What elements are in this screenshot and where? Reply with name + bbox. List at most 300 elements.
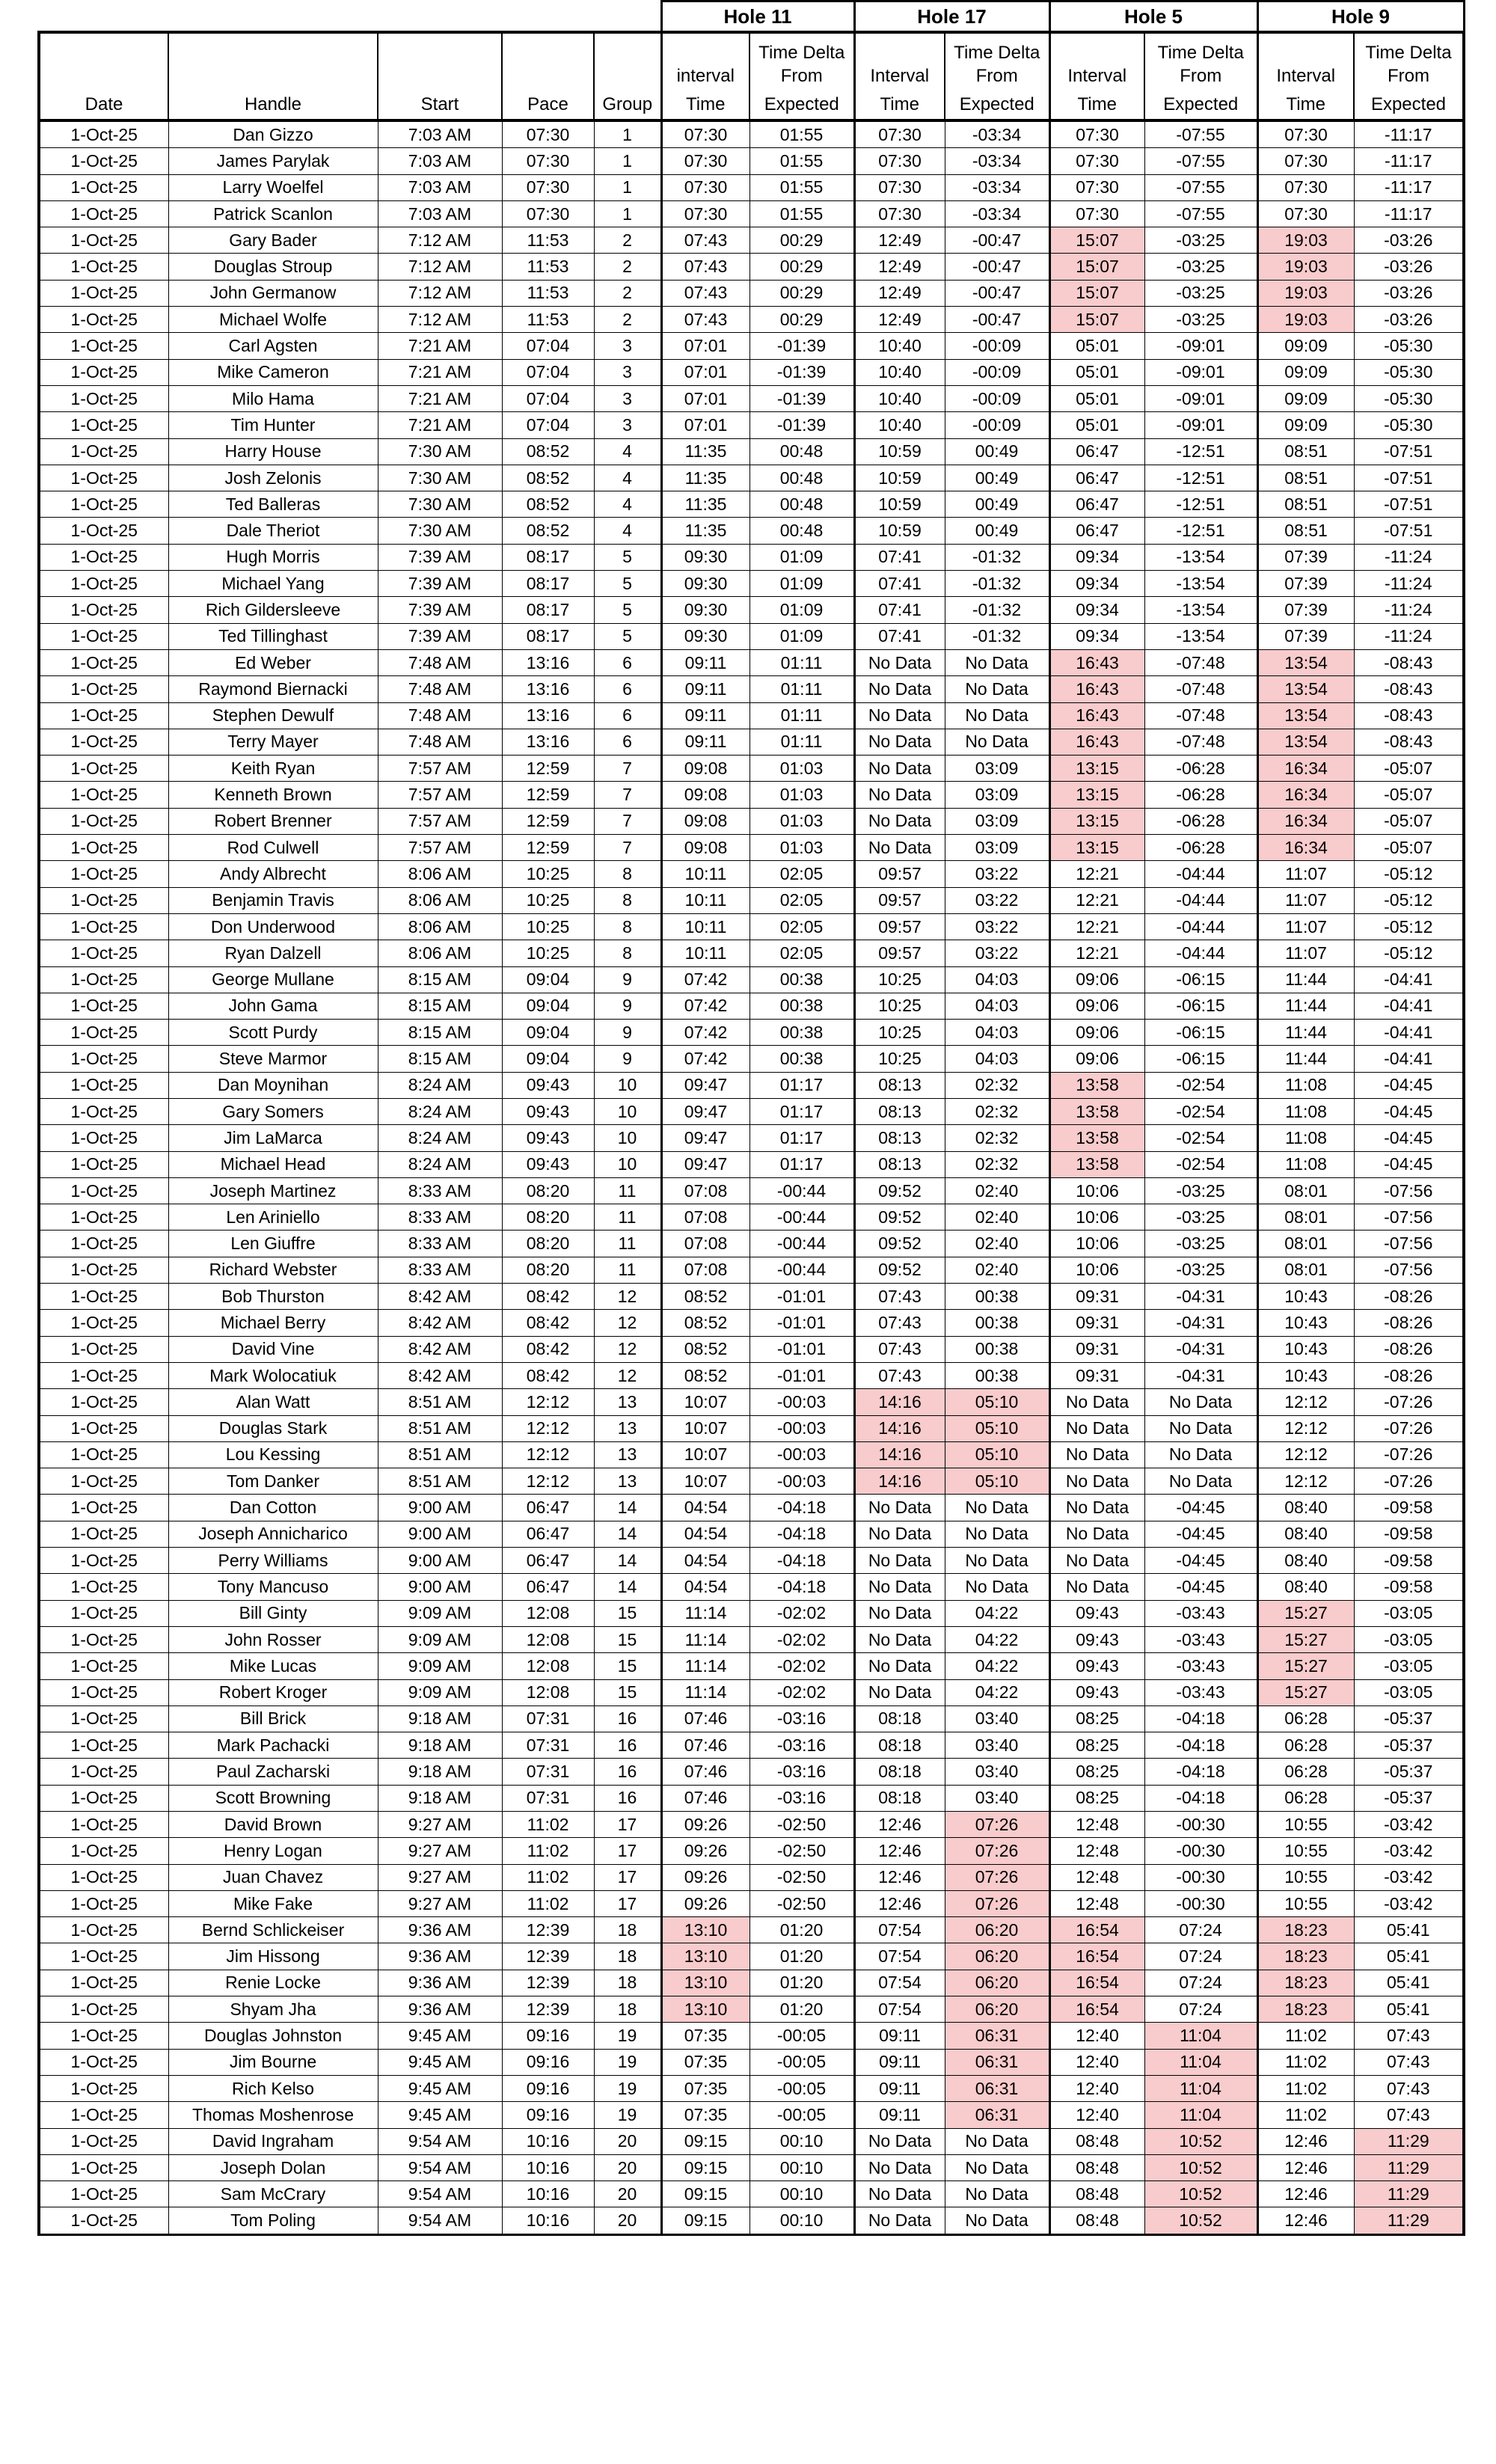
h5-delta-cell[interactable]: 07:24 bbox=[1144, 1943, 1257, 1970]
handle-cell[interactable]: Hugh Morris bbox=[168, 544, 378, 570]
h5-delta-cell[interactable]: 11:04 bbox=[1144, 2102, 1257, 2128]
h9-interval-cell[interactable]: 16:34 bbox=[1257, 782, 1354, 808]
h9-delta-cell[interactable]: -04:45 bbox=[1354, 1072, 1464, 1098]
h5-delta-cell[interactable]: No Data bbox=[1144, 1415, 1257, 1441]
h5-interval-cell[interactable]: No Data bbox=[1049, 1521, 1144, 1547]
group-cell[interactable]: 2 bbox=[594, 280, 661, 306]
h11-delta-cell[interactable]: 01:03 bbox=[749, 808, 854, 834]
h17-delta-cell[interactable]: 00:38 bbox=[945, 1336, 1049, 1362]
handle-cell[interactable]: Mark Wolocatiuk bbox=[168, 1362, 378, 1388]
h11-interval-cell[interactable]: 10:07 bbox=[661, 1415, 749, 1441]
group-cell[interactable]: 11 bbox=[594, 1177, 661, 1204]
h9-interval-cell[interactable]: 19:03 bbox=[1257, 227, 1354, 254]
h9-interval-cell[interactable]: 19:03 bbox=[1257, 280, 1354, 306]
handle-cell[interactable]: Joseph Martinez bbox=[168, 1177, 378, 1204]
h17-interval-cell[interactable]: No Data bbox=[854, 2154, 945, 2180]
h5-interval-cell[interactable]: 09:43 bbox=[1049, 1679, 1144, 1706]
h11-delta-cell[interactable]: -00:44 bbox=[749, 1177, 854, 1204]
h9-delta-cell[interactable]: -11:24 bbox=[1354, 544, 1464, 570]
h5-delta-cell[interactable]: -04:44 bbox=[1144, 887, 1257, 913]
h11-interval-cell[interactable]: 07:30 bbox=[661, 120, 749, 148]
h17-interval-cell[interactable]: 14:16 bbox=[854, 1468, 945, 1495]
h17-interval-cell[interactable]: 07:43 bbox=[854, 1336, 945, 1362]
group-cell[interactable]: 5 bbox=[594, 623, 661, 649]
h11-delta-cell[interactable]: -00:03 bbox=[749, 1415, 854, 1441]
h11-delta-cell[interactable]: 00:48 bbox=[749, 491, 854, 518]
pace-cell[interactable]: 07:31 bbox=[502, 1759, 594, 1785]
h9-interval-cell[interactable]: 09:09 bbox=[1257, 333, 1354, 359]
h5-interval-cell[interactable]: 09:43 bbox=[1049, 1626, 1144, 1652]
h17-interval-cell[interactable]: No Data bbox=[854, 1679, 945, 1706]
h9-delta-cell[interactable]: 05:41 bbox=[1354, 1970, 1464, 1996]
pace-cell[interactable]: 08:17 bbox=[502, 571, 594, 597]
h5-interval-cell[interactable]: 12:40 bbox=[1049, 2102, 1144, 2128]
group-cell[interactable]: 12 bbox=[594, 1336, 661, 1362]
h11-interval-cell[interactable]: 07:08 bbox=[661, 1257, 749, 1283]
h9-delta-cell[interactable]: -04:45 bbox=[1354, 1151, 1464, 1177]
start-cell[interactable]: 7:21 AM bbox=[378, 385, 502, 411]
h9-delta-cell[interactable]: -07:56 bbox=[1354, 1177, 1464, 1204]
handle-cell[interactable]: Patrick Scanlon bbox=[168, 200, 378, 227]
h5-interval-cell[interactable]: 12:48 bbox=[1049, 1812, 1144, 1838]
h11-interval-cell[interactable]: 11:14 bbox=[661, 1626, 749, 1652]
start-cell[interactable]: 7:21 AM bbox=[378, 333, 502, 359]
h9-delta-cell[interactable]: -05:37 bbox=[1354, 1732, 1464, 1759]
h9-interval-cell[interactable]: 12:46 bbox=[1257, 2207, 1354, 2234]
h17-interval-cell[interactable]: 12:46 bbox=[854, 1890, 945, 1916]
h17-interval-cell[interactable]: No Data bbox=[854, 2181, 945, 2207]
handle-cell[interactable]: Ryan Dalzell bbox=[168, 940, 378, 966]
h11-interval-cell[interactable]: 07:30 bbox=[661, 174, 749, 200]
h5-delta-cell[interactable]: 10:52 bbox=[1144, 2128, 1257, 2154]
date-cell[interactable]: 1-Oct-25 bbox=[39, 1574, 168, 1600]
h11-interval-cell[interactable]: 11:14 bbox=[661, 1653, 749, 1679]
date-cell[interactable]: 1-Oct-25 bbox=[39, 1838, 168, 1864]
date-cell[interactable]: 1-Oct-25 bbox=[39, 1336, 168, 1362]
h9-interval-cell[interactable]: 07:39 bbox=[1257, 571, 1354, 597]
date-cell[interactable]: 1-Oct-25 bbox=[39, 2154, 168, 2180]
handle-cell[interactable]: Tony Mancuso bbox=[168, 1574, 378, 1600]
h5-interval-cell[interactable]: 07:30 bbox=[1049, 200, 1144, 227]
h11-interval-cell[interactable]: 07:42 bbox=[661, 1046, 749, 1072]
h5-delta-cell[interactable]: -06:15 bbox=[1144, 1020, 1257, 1046]
pace-cell[interactable]: 09:16 bbox=[502, 2075, 594, 2101]
h17-interval-cell[interactable]: 09:52 bbox=[854, 1257, 945, 1283]
h9-delta-cell[interactable]: -05:07 bbox=[1354, 756, 1464, 782]
group-cell[interactable]: 13 bbox=[594, 1468, 661, 1495]
h5-delta-cell[interactable]: -06:15 bbox=[1144, 993, 1257, 1019]
h17-delta-cell[interactable]: No Data bbox=[945, 2207, 1049, 2234]
h5-delta-cell[interactable]: -04:31 bbox=[1144, 1362, 1257, 1388]
group-cell[interactable]: 6 bbox=[594, 729, 661, 755]
h9-interval-cell[interactable]: 16:34 bbox=[1257, 756, 1354, 782]
start-cell[interactable]: 7:03 AM bbox=[378, 174, 502, 200]
h11-interval-cell[interactable]: 09:30 bbox=[661, 597, 749, 623]
handle-cell[interactable]: Dan Moynihan bbox=[168, 1072, 378, 1098]
h5-delta-cell[interactable]: 10:52 bbox=[1144, 2181, 1257, 2207]
h11-interval-cell[interactable]: 09:11 bbox=[661, 702, 749, 729]
h11-delta-cell[interactable]: 00:29 bbox=[749, 307, 854, 333]
h17-interval-cell[interactable]: No Data bbox=[854, 808, 945, 834]
group-cell[interactable]: 9 bbox=[594, 993, 661, 1019]
h5-delta-cell[interactable]: -00:30 bbox=[1144, 1812, 1257, 1838]
start-cell[interactable]: 8:33 AM bbox=[378, 1231, 502, 1257]
h17-interval-cell[interactable]: 09:52 bbox=[854, 1231, 945, 1257]
handle-cell[interactable]: Alan Watt bbox=[168, 1389, 378, 1415]
h17-interval-cell[interactable]: 08:13 bbox=[854, 1125, 945, 1151]
h5-interval-cell[interactable]: 15:07 bbox=[1049, 227, 1144, 254]
h5-interval-cell[interactable]: 13:58 bbox=[1049, 1151, 1144, 1177]
h11-interval-cell[interactable]: 10:11 bbox=[661, 940, 749, 966]
h9-interval-cell[interactable]: 11:02 bbox=[1257, 2102, 1354, 2128]
h11-delta-cell[interactable]: 01:17 bbox=[749, 1098, 854, 1124]
handle-cell[interactable]: Stephen Dewulf bbox=[168, 702, 378, 729]
h5-interval-cell[interactable]: 13:15 bbox=[1049, 808, 1144, 834]
pace-cell[interactable]: 11:53 bbox=[502, 254, 594, 280]
h9-interval-cell[interactable]: 13:54 bbox=[1257, 649, 1354, 675]
h17-interval-cell[interactable]: 09:57 bbox=[854, 940, 945, 966]
h11-delta-cell[interactable]: -00:05 bbox=[749, 2075, 854, 2101]
h17-delta-cell[interactable]: No Data bbox=[945, 729, 1049, 755]
h5-delta-cell[interactable]: -09:01 bbox=[1144, 359, 1257, 385]
h9-interval-cell[interactable]: 08:40 bbox=[1257, 1495, 1354, 1521]
pace-cell[interactable]: 12:59 bbox=[502, 782, 594, 808]
h9-interval-cell[interactable]: 11:08 bbox=[1257, 1125, 1354, 1151]
h9-delta-cell[interactable]: 07:43 bbox=[1354, 2102, 1464, 2128]
h17-delta-cell[interactable]: -00:09 bbox=[945, 359, 1049, 385]
h5-delta-cell[interactable]: -00:30 bbox=[1144, 1890, 1257, 1916]
h11-delta-cell[interactable]: -02:50 bbox=[749, 1890, 854, 1916]
h17-interval-cell[interactable]: 07:41 bbox=[854, 571, 945, 597]
pace-cell[interactable]: 06:47 bbox=[502, 1521, 594, 1547]
h17-interval-cell[interactable]: 12:49 bbox=[854, 254, 945, 280]
pace-cell[interactable]: 08:17 bbox=[502, 597, 594, 623]
pace-cell[interactable]: 09:04 bbox=[502, 993, 594, 1019]
date-cell[interactable]: 1-Oct-25 bbox=[39, 1600, 168, 1626]
h9-interval-cell[interactable]: 10:43 bbox=[1257, 1284, 1354, 1310]
h5-interval-cell[interactable]: 12:48 bbox=[1049, 1890, 1144, 1916]
h9-delta-cell[interactable]: -11:17 bbox=[1354, 148, 1464, 174]
h9-delta-cell[interactable]: -05:30 bbox=[1354, 385, 1464, 411]
date-cell[interactable]: 1-Oct-25 bbox=[39, 861, 168, 887]
start-cell[interactable]: 9:36 AM bbox=[378, 1970, 502, 1996]
h17-delta-cell[interactable]: 06:31 bbox=[945, 2049, 1049, 2075]
handle-cell[interactable]: Ed Weber bbox=[168, 649, 378, 675]
h5-delta-cell[interactable]: 11:04 bbox=[1144, 2075, 1257, 2101]
date-cell[interactable]: 1-Oct-25 bbox=[39, 1072, 168, 1098]
date-cell[interactable]: 1-Oct-25 bbox=[39, 887, 168, 913]
h17-interval-cell[interactable]: 09:11 bbox=[854, 2075, 945, 2101]
h11-delta-cell[interactable]: -04:18 bbox=[749, 1521, 854, 1547]
pace-cell[interactable]: 12:08 bbox=[502, 1600, 594, 1626]
pace-cell[interactable]: 12:12 bbox=[502, 1415, 594, 1441]
group-cell[interactable]: 20 bbox=[594, 2154, 661, 2180]
h5-interval-cell[interactable]: 10:06 bbox=[1049, 1204, 1144, 1231]
h9-interval-cell[interactable]: 18:23 bbox=[1257, 1943, 1354, 1970]
pace-cell[interactable]: 09:16 bbox=[502, 2049, 594, 2075]
pace-cell[interactable]: 08:20 bbox=[502, 1204, 594, 1231]
start-cell[interactable]: 8:24 AM bbox=[378, 1098, 502, 1124]
pace-cell[interactable]: 08:20 bbox=[502, 1177, 594, 1204]
h17-delta-cell[interactable]: 07:26 bbox=[945, 1890, 1049, 1916]
pace-cell[interactable]: 08:42 bbox=[502, 1310, 594, 1336]
start-cell[interactable]: 7:48 AM bbox=[378, 702, 502, 729]
start-cell[interactable]: 8:15 AM bbox=[378, 1046, 502, 1072]
pace-cell[interactable]: 08:52 bbox=[502, 518, 594, 544]
h17-interval-cell[interactable]: No Data bbox=[854, 835, 945, 861]
date-cell[interactable]: 1-Oct-25 bbox=[39, 835, 168, 861]
h17-delta-cell[interactable]: No Data bbox=[945, 1574, 1049, 1600]
h17-delta-cell[interactable]: 03:40 bbox=[945, 1706, 1049, 1732]
h11-delta-cell[interactable]: -03:16 bbox=[749, 1732, 854, 1759]
h9-interval-cell[interactable]: 12:12 bbox=[1257, 1441, 1354, 1468]
h5-interval-cell[interactable]: 09:06 bbox=[1049, 966, 1144, 993]
h11-delta-cell[interactable]: -04:18 bbox=[749, 1495, 854, 1521]
h17-interval-cell[interactable]: 12:46 bbox=[854, 1838, 945, 1864]
date-cell[interactable]: 1-Oct-25 bbox=[39, 729, 168, 755]
handle-cell[interactable]: Josh Zelonis bbox=[168, 465, 378, 491]
pace-cell[interactable]: 09:43 bbox=[502, 1151, 594, 1177]
h9-delta-cell[interactable]: -03:42 bbox=[1354, 1812, 1464, 1838]
group-cell[interactable]: 9 bbox=[594, 966, 661, 993]
h5-interval-cell[interactable]: 08:48 bbox=[1049, 2154, 1144, 2180]
h17-interval-cell[interactable]: No Data bbox=[854, 1626, 945, 1652]
group-cell[interactable]: 1 bbox=[594, 200, 661, 227]
pace-cell[interactable]: 12:08 bbox=[502, 1653, 594, 1679]
handle-cell[interactable]: Rich Kelso bbox=[168, 2075, 378, 2101]
h9-interval-cell[interactable]: 07:30 bbox=[1257, 148, 1354, 174]
date-cell[interactable]: 1-Oct-25 bbox=[39, 2128, 168, 2154]
group-cell[interactable]: 7 bbox=[594, 808, 661, 834]
date-cell[interactable]: 1-Oct-25 bbox=[39, 702, 168, 729]
h11-interval-cell[interactable]: 10:07 bbox=[661, 1389, 749, 1415]
h9-delta-cell[interactable]: -05:07 bbox=[1354, 782, 1464, 808]
h17-delta-cell[interactable]: 03:09 bbox=[945, 835, 1049, 861]
h11-interval-cell[interactable]: 08:52 bbox=[661, 1336, 749, 1362]
h5-interval-cell[interactable]: 13:15 bbox=[1049, 835, 1144, 861]
h17-delta-cell[interactable]: 05:10 bbox=[945, 1441, 1049, 1468]
h11-delta-cell[interactable]: -02:02 bbox=[749, 1600, 854, 1626]
start-cell[interactable]: 8:42 AM bbox=[378, 1284, 502, 1310]
group-cell[interactable]: 7 bbox=[594, 782, 661, 808]
start-cell[interactable]: 8:15 AM bbox=[378, 1020, 502, 1046]
h17-delta-cell[interactable]: 02:40 bbox=[945, 1204, 1049, 1231]
h11-interval-cell[interactable]: 10:11 bbox=[661, 887, 749, 913]
h17-interval-cell[interactable]: No Data bbox=[854, 649, 945, 675]
h9-interval-cell[interactable]: 07:30 bbox=[1257, 120, 1354, 148]
pace-cell[interactable]: 12:39 bbox=[502, 1943, 594, 1970]
h9-delta-cell[interactable]: -08:43 bbox=[1354, 676, 1464, 702]
h11-interval-cell[interactable]: 10:11 bbox=[661, 913, 749, 940]
h11-delta-cell[interactable]: 00:48 bbox=[749, 518, 854, 544]
h5-delta-cell[interactable]: -03:25 bbox=[1144, 254, 1257, 280]
group-cell[interactable]: 6 bbox=[594, 676, 661, 702]
h5-delta-cell[interactable]: -07:55 bbox=[1144, 174, 1257, 200]
handle-cell[interactable]: Douglas Johnston bbox=[168, 2023, 378, 2049]
handle-cell[interactable]: Henry Logan bbox=[168, 1838, 378, 1864]
start-cell[interactable]: 9:18 AM bbox=[378, 1732, 502, 1759]
h11-delta-cell[interactable]: 01:03 bbox=[749, 756, 854, 782]
h17-interval-cell[interactable]: 07:41 bbox=[854, 623, 945, 649]
h5-interval-cell[interactable]: 10:06 bbox=[1049, 1257, 1144, 1283]
handle-cell[interactable]: Dale Theriot bbox=[168, 518, 378, 544]
group-cell[interactable]: 2 bbox=[594, 227, 661, 254]
h5-delta-cell[interactable]: -04:18 bbox=[1144, 1785, 1257, 1811]
h11-delta-cell[interactable]: -01:01 bbox=[749, 1362, 854, 1388]
pace-cell[interactable]: 07:04 bbox=[502, 412, 594, 438]
h17-delta-cell[interactable]: 03:22 bbox=[945, 913, 1049, 940]
start-cell[interactable]: 9:36 AM bbox=[378, 1996, 502, 2023]
h17-delta-cell[interactable]: 07:26 bbox=[945, 1838, 1049, 1864]
h9-interval-cell[interactable]: 15:27 bbox=[1257, 1626, 1354, 1652]
h9-delta-cell[interactable]: -03:26 bbox=[1354, 254, 1464, 280]
handle-cell[interactable]: Tom Danker bbox=[168, 1468, 378, 1495]
h11-interval-cell[interactable]: 04:54 bbox=[661, 1521, 749, 1547]
h17-delta-cell[interactable]: 07:26 bbox=[945, 1812, 1049, 1838]
handle-cell[interactable]: Thomas Moshenrose bbox=[168, 2102, 378, 2128]
h5-interval-cell[interactable]: No Data bbox=[1049, 1574, 1144, 1600]
group-cell[interactable]: 10 bbox=[594, 1125, 661, 1151]
h9-interval-cell[interactable]: 10:55 bbox=[1257, 1890, 1354, 1916]
h11-interval-cell[interactable]: 09:15 bbox=[661, 2207, 749, 2234]
pace-cell[interactable]: 12:59 bbox=[502, 808, 594, 834]
start-cell[interactable]: 9:54 AM bbox=[378, 2207, 502, 2234]
h11-interval-cell[interactable]: 07:46 bbox=[661, 1785, 749, 1811]
h17-delta-cell[interactable]: 03:40 bbox=[945, 1732, 1049, 1759]
pace-cell[interactable]: 07:30 bbox=[502, 148, 594, 174]
h9-delta-cell[interactable]: -07:26 bbox=[1354, 1468, 1464, 1495]
h9-delta-cell[interactable]: -05:30 bbox=[1354, 412, 1464, 438]
h17-interval-cell[interactable]: 12:49 bbox=[854, 227, 945, 254]
h17-interval-cell[interactable]: 07:54 bbox=[854, 1943, 945, 1970]
h17-interval-cell[interactable]: No Data bbox=[854, 782, 945, 808]
h9-delta-cell[interactable]: -11:24 bbox=[1354, 623, 1464, 649]
h17-interval-cell[interactable]: 14:16 bbox=[854, 1441, 945, 1468]
date-cell[interactable]: 1-Oct-25 bbox=[39, 1310, 168, 1336]
h9-delta-cell[interactable]: -03:26 bbox=[1354, 307, 1464, 333]
h9-interval-cell[interactable]: 11:08 bbox=[1257, 1072, 1354, 1098]
h17-interval-cell[interactable]: 08:18 bbox=[854, 1732, 945, 1759]
h5-interval-cell[interactable]: 09:34 bbox=[1049, 597, 1144, 623]
start-cell[interactable]: 7:12 AM bbox=[378, 307, 502, 333]
h9-delta-cell[interactable]: -04:41 bbox=[1354, 966, 1464, 993]
h5-delta-cell[interactable]: -12:51 bbox=[1144, 438, 1257, 465]
start-cell[interactable]: 9:36 AM bbox=[378, 1943, 502, 1970]
date-cell[interactable]: 1-Oct-25 bbox=[39, 1943, 168, 1970]
h17-delta-cell[interactable]: No Data bbox=[945, 2154, 1049, 2180]
group-cell[interactable]: 3 bbox=[594, 412, 661, 438]
h17-interval-cell[interactable]: No Data bbox=[854, 702, 945, 729]
h11-delta-cell[interactable]: -02:50 bbox=[749, 1812, 854, 1838]
h17-delta-cell[interactable]: 02:32 bbox=[945, 1072, 1049, 1098]
handle-cell[interactable]: Mike Cameron bbox=[168, 359, 378, 385]
date-cell[interactable]: 1-Oct-25 bbox=[39, 1864, 168, 1890]
pace-cell[interactable]: 06:47 bbox=[502, 1574, 594, 1600]
h5-delta-cell[interactable]: -07:55 bbox=[1144, 120, 1257, 148]
h5-interval-cell[interactable]: 05:01 bbox=[1049, 412, 1144, 438]
h9-interval-cell[interactable]: 16:34 bbox=[1257, 835, 1354, 861]
date-cell[interactable]: 1-Oct-25 bbox=[39, 148, 168, 174]
h17-interval-cell[interactable]: 08:13 bbox=[854, 1151, 945, 1177]
h5-delta-cell[interactable]: No Data bbox=[1144, 1389, 1257, 1415]
h5-delta-cell[interactable]: -13:54 bbox=[1144, 571, 1257, 597]
h11-delta-cell[interactable]: -01:39 bbox=[749, 359, 854, 385]
h11-delta-cell[interactable]: -04:18 bbox=[749, 1574, 854, 1600]
h9-delta-cell[interactable]: -03:26 bbox=[1354, 227, 1464, 254]
h5-delta-cell[interactable]: -04:31 bbox=[1144, 1336, 1257, 1362]
handle-cell[interactable]: David Vine bbox=[168, 1336, 378, 1362]
group-cell[interactable]: 3 bbox=[594, 385, 661, 411]
pace-cell[interactable]: 12:12 bbox=[502, 1468, 594, 1495]
group-cell[interactable]: 11 bbox=[594, 1257, 661, 1283]
h5-interval-cell[interactable]: 13:58 bbox=[1049, 1098, 1144, 1124]
h5-delta-cell[interactable]: No Data bbox=[1144, 1441, 1257, 1468]
h17-delta-cell[interactable]: No Data bbox=[945, 2128, 1049, 2154]
h5-interval-cell[interactable]: 08:25 bbox=[1049, 1785, 1144, 1811]
group-cell[interactable]: 10 bbox=[594, 1098, 661, 1124]
h17-interval-cell[interactable]: 10:40 bbox=[854, 412, 945, 438]
h5-delta-cell[interactable]: -00:30 bbox=[1144, 1864, 1257, 1890]
handle-cell[interactable]: Len Ariniello bbox=[168, 1204, 378, 1231]
start-cell[interactable]: 8:42 AM bbox=[378, 1362, 502, 1388]
handle-cell[interactable]: Steve Marmor bbox=[168, 1046, 378, 1072]
start-cell[interactable]: 7:48 AM bbox=[378, 676, 502, 702]
h11-interval-cell[interactable]: 07:01 bbox=[661, 333, 749, 359]
h9-interval-cell[interactable]: 13:54 bbox=[1257, 676, 1354, 702]
group-cell[interactable]: 16 bbox=[594, 1732, 661, 1759]
h11-interval-cell[interactable]: 09:47 bbox=[661, 1151, 749, 1177]
h17-delta-cell[interactable]: -01:32 bbox=[945, 571, 1049, 597]
date-cell[interactable]: 1-Oct-25 bbox=[39, 1046, 168, 1072]
h9-interval-cell[interactable]: 08:40 bbox=[1257, 1521, 1354, 1547]
handle-cell[interactable]: Milo Hama bbox=[168, 385, 378, 411]
handle-cell[interactable]: Robert Brenner bbox=[168, 808, 378, 834]
pace-cell[interactable]: 11:02 bbox=[502, 1864, 594, 1890]
start-cell[interactable]: 9:45 AM bbox=[378, 2023, 502, 2049]
h11-delta-cell[interactable]: 00:38 bbox=[749, 1020, 854, 1046]
h5-interval-cell[interactable]: 12:48 bbox=[1049, 1838, 1144, 1864]
handle-cell[interactable]: Benjamin Travis bbox=[168, 887, 378, 913]
h17-interval-cell[interactable]: No Data bbox=[854, 676, 945, 702]
start-cell[interactable]: 8:24 AM bbox=[378, 1125, 502, 1151]
h17-delta-cell[interactable]: No Data bbox=[945, 676, 1049, 702]
h11-delta-cell[interactable]: 00:29 bbox=[749, 254, 854, 280]
h17-interval-cell[interactable]: No Data bbox=[854, 2207, 945, 2234]
start-cell[interactable]: 9:00 AM bbox=[378, 1495, 502, 1521]
h17-interval-cell[interactable]: 08:18 bbox=[854, 1759, 945, 1785]
pace-cell[interactable]: 08:52 bbox=[502, 491, 594, 518]
h9-delta-cell[interactable]: -05:07 bbox=[1354, 808, 1464, 834]
h11-interval-cell[interactable]: 09:26 bbox=[661, 1864, 749, 1890]
h11-interval-cell[interactable]: 09:15 bbox=[661, 2181, 749, 2207]
handle-cell[interactable]: Michael Head bbox=[168, 1151, 378, 1177]
h5-delta-cell[interactable]: -02:54 bbox=[1144, 1151, 1257, 1177]
pace-cell[interactable]: 10:16 bbox=[502, 2181, 594, 2207]
h5-interval-cell[interactable]: 05:01 bbox=[1049, 333, 1144, 359]
pace-cell[interactable]: 10:25 bbox=[502, 940, 594, 966]
pace-cell[interactable]: 11:53 bbox=[502, 307, 594, 333]
h9-interval-cell[interactable]: 11:07 bbox=[1257, 940, 1354, 966]
h9-delta-cell[interactable]: -05:07 bbox=[1354, 835, 1464, 861]
start-cell[interactable]: 7:30 AM bbox=[378, 465, 502, 491]
h17-delta-cell[interactable]: -00:47 bbox=[945, 307, 1049, 333]
h11-interval-cell[interactable]: 07:35 bbox=[661, 2049, 749, 2075]
handle-cell[interactable]: Jim Bourne bbox=[168, 2049, 378, 2075]
h5-delta-cell[interactable]: -12:51 bbox=[1144, 491, 1257, 518]
handle-cell[interactable]: Dan Gizzo bbox=[168, 120, 378, 148]
h5-interval-cell[interactable]: 16:54 bbox=[1049, 1917, 1144, 1943]
h11-delta-cell[interactable]: -03:16 bbox=[749, 1785, 854, 1811]
